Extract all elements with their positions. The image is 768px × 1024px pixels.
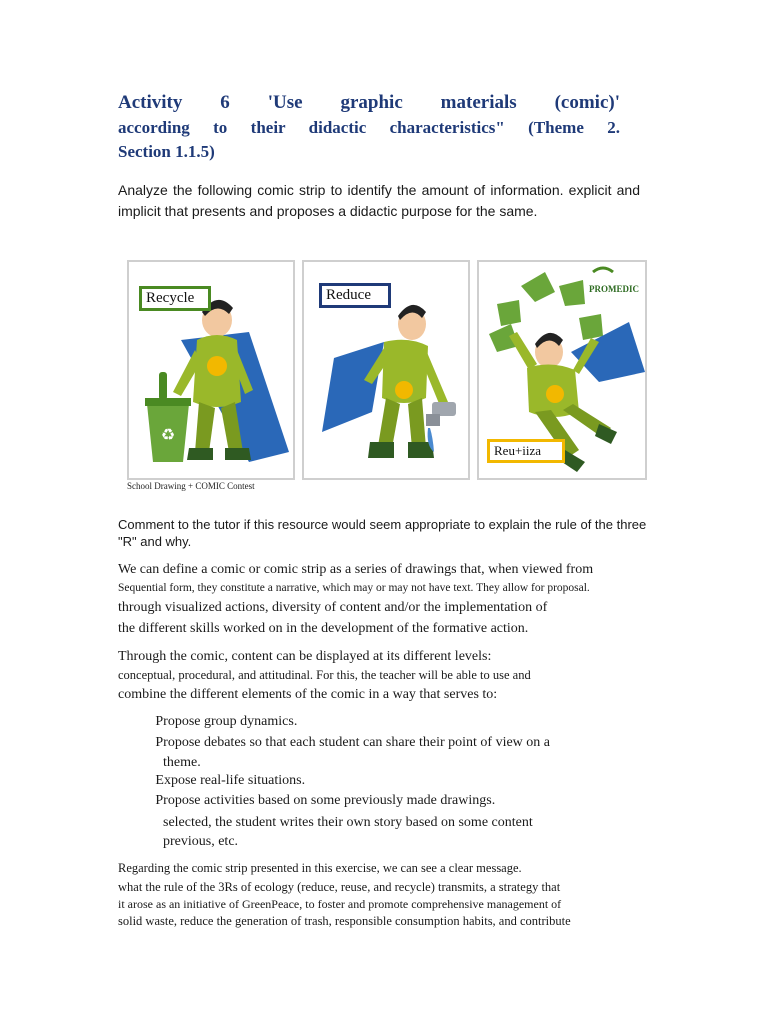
paragraph-line: through visualized actions, diversity of content and/or the implementation of — [118, 600, 548, 615]
paragraph-line: combine the different elements of the comic in a way that serves to: — [118, 687, 498, 702]
paragraph-line: it arose as an initiative of GreenPeace, to foster and promote comprehensive management of — [118, 897, 562, 911]
bullet-item: Propose group dynamics. — [141, 714, 283, 729]
activity-title: Activity 6 'Use graphic materials (comic)' — [118, 92, 620, 113]
reuse-speech-bubble: Reu+iiza — [487, 439, 565, 463]
comic-panel-reuse — [477, 260, 647, 480]
paragraph-line: conceptual, procedural, and attitudinal. For this, the teacher will be able to use and — [118, 668, 531, 682]
paragraph-line: Through the comic, content can be displayed at its different levels: — [118, 649, 492, 664]
paragraph-line: We can define a comic or comic strip as a series of drawings that, when viewed from — [118, 562, 594, 577]
tutor-comment: Comment to the tutor if this resource would seem appropriate to explain the rule of the three "R" and why. — [118, 517, 647, 549]
activity-section: Section 1.1.5) — [118, 142, 215, 161]
svg-text:♻: ♻ — [160, 427, 176, 444]
intro-paragraph: Analyze the following comic strip to identify the amount of information. explicit and implicit that presents and proposes a didactic purpose for the same. — [118, 182, 640, 219]
comic-panel-recycle — [127, 260, 295, 480]
paragraph-line: what the rule of the 3Rs of ecology (reduce, reuse, and recycle) transmits, a strategy that — [118, 880, 561, 894]
comic-caption: School Drawing + COMIC Contest — [127, 481, 255, 491]
bullet-item: Propose activities based on some previously made drawings. — [141, 793, 481, 808]
bullet-item: Expose real-life situations. — [141, 773, 291, 788]
paragraph-line: solid waste, reduce the generation of trash, responsible consumption habits, and contribute — [118, 914, 571, 928]
bullet-continuation: previous, etc. — [163, 834, 239, 849]
bullet-continuation: theme. — [163, 755, 201, 770]
comic-strip — [127, 260, 647, 478]
activity-subtitle: according to their didactic characteristics" (Theme 2. — [118, 118, 620, 137]
bullet-item: Propose debates so that each student can share their point of view on a — [141, 735, 536, 750]
comic-panel-reduce — [302, 260, 470, 480]
recycle-speech-bubble: Recycle — [139, 286, 211, 311]
paragraph-line: the different skills worked on in the development of the formative action. — [118, 621, 529, 636]
reduce-speech-bubble: Reduce — [319, 283, 391, 308]
paragraph-line: Sequential form, they constitute a narrative, which may or may not have text. They allow for proposal. — [118, 582, 590, 594]
promedic-logo: PROMEDIC — [589, 284, 639, 294]
bullet-continuation: selected, the student writes their own story based on some content — [163, 815, 533, 830]
paragraph-line: Regarding the comic strip presented in this exercise, we can see a clear message. — [118, 861, 522, 875]
